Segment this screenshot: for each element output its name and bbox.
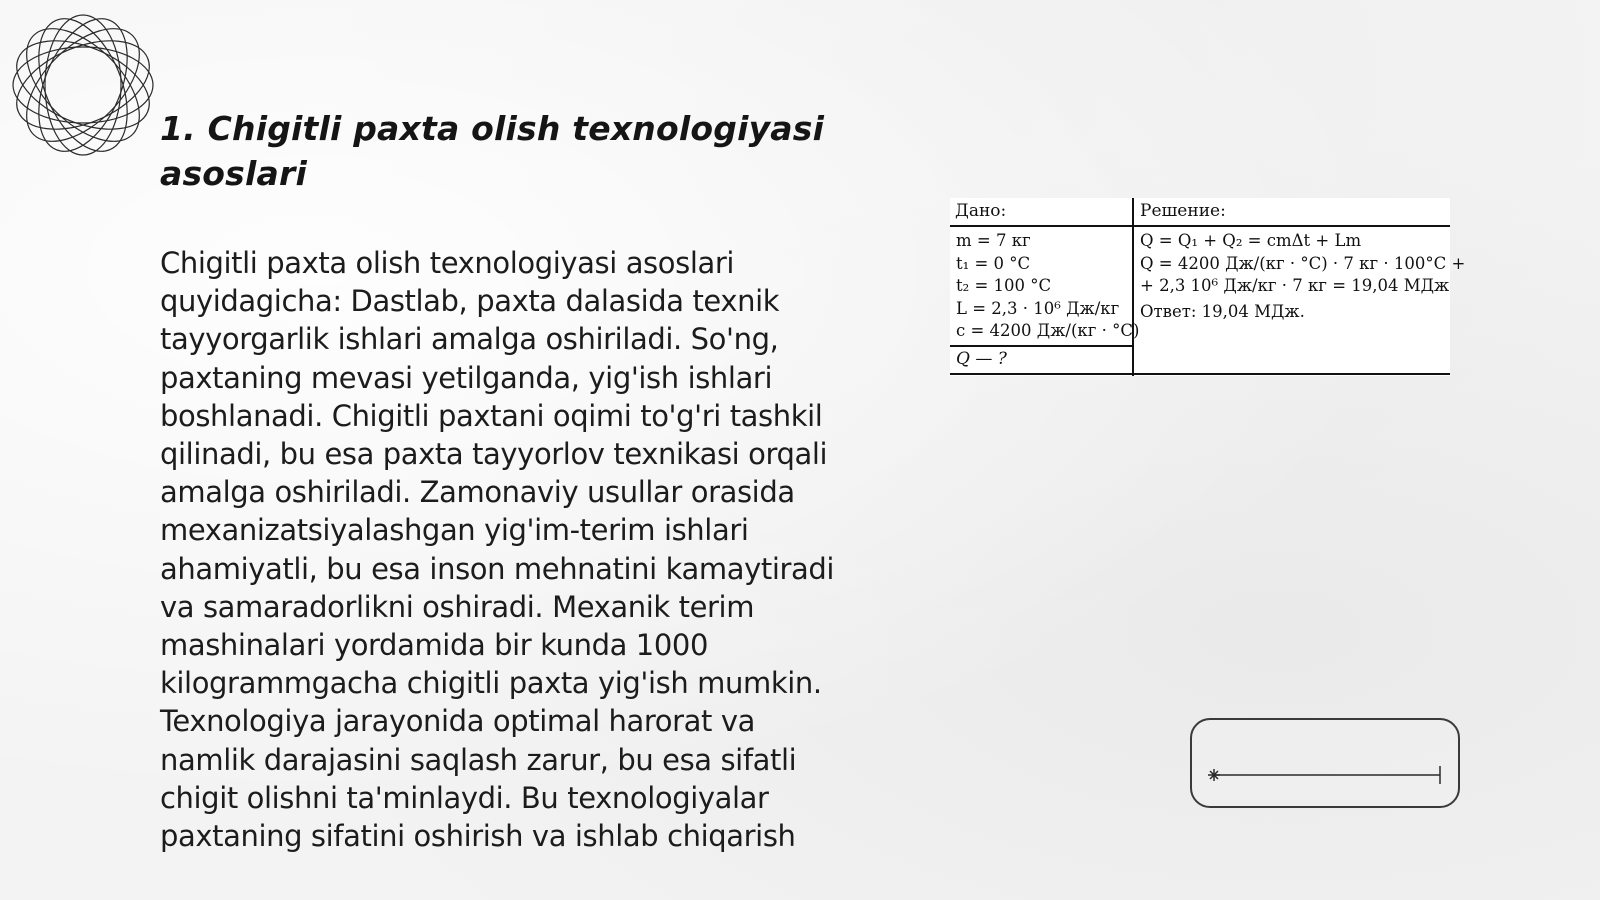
unknown-quantity: Q — ? (956, 349, 1007, 369)
given-item: t₂ = 100 °C (956, 276, 1052, 295)
figure-divider-bottom (950, 373, 1450, 375)
sparkle-icon (1208, 769, 1220, 781)
answer-line: Ответ: 19,04 МДж. (1140, 301, 1305, 321)
figure-divider-top (950, 225, 1450, 227)
slide-body-text: Chigitli paxta olish texnologiyasi asoslari quyidagicha: Dastlab, paxta dalasida texnik tayyorgarlik ishlari amalga oshiriladi. So'ng, paxtaning mevasi yetilganda, yig'ish ishlari boshlanadi. Chigitli paxtani oqimi to'g'ri tashkil qilinadi, bu esa paxta tayyorlov texnikasi orqali amalga oshiriladi. Zamonaviy usullar orasida mexanizatsiyalashgan yig'im-terim ishlari ahamiyatli, bu esa inson mehnatini kamaytiradi va samaradorlikni oshiradi. Mexanik terim mashinalari yordamida bir kunda 1000 kilogrammgacha chigitli paxta yig'ish mumkin. Texnologiya jarayonida optimal harorat va namlik darajasini saqlash zarur, bu esa sifatli chigit olishni ta'minlaydi. Bu texnologiyalar paxtaning sifatini oshirish va ishlab chiqarish (160, 246, 835, 854)
logo-ring (45, 15, 121, 155)
given-item: L = 2,3 · 10⁶ Дж/кг (956, 298, 1120, 318)
spirograph-logo-icon (8, 10, 158, 160)
logo-ring (8, 10, 158, 160)
given-header: Дано: (955, 201, 1007, 221)
logo-ring (21, 10, 145, 160)
solution-line: + 2,3 10⁶ Дж/кг · 7 кг = 19,04 МДж (1140, 276, 1450, 295)
logo-ring (8, 23, 158, 147)
given-item: t₁ = 0 °C (956, 253, 1031, 273)
solution-line: Q = Q₁ + Q₂ = cmΔt + Lm (1140, 231, 1362, 250)
given-list (956, 230, 1139, 343)
logo-ring (8, 10, 158, 160)
given-item: c = 4200 Дж/(кг · °C) (956, 321, 1140, 340)
solution-line: Q = 4200 Дж/(кг · °C) · 7 кг · 100°C + (1140, 253, 1466, 273)
solution-list (1140, 230, 1466, 323)
logo-ring (13, 47, 153, 123)
decorative-slider-box (1190, 718, 1460, 808)
physics-problem-figure (950, 198, 1466, 376)
logo-ring (8, 23, 158, 147)
logo-ring (21, 10, 145, 160)
given-item: m = 7 кг (956, 231, 1031, 250)
slider-track (1192, 720, 1462, 810)
figure-divider-given (950, 345, 1132, 347)
solution-header: Решение: (1140, 201, 1226, 221)
slide-title: 1. Chigitli paxta olish texnologiyasi asoslari (160, 109, 825, 193)
